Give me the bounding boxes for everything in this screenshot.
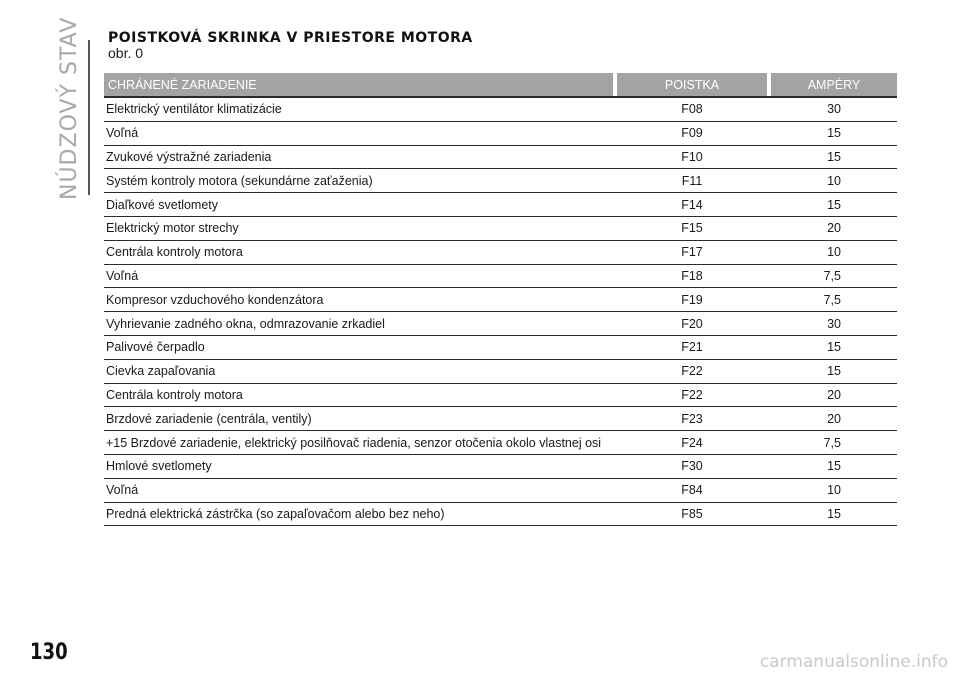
fuse-table	[104, 73, 897, 526]
figure-reference: obr. 0	[108, 45, 144, 61]
cell-device: +15 Brzdové zariadenie, elektrický posilňovač riadenia, senzor otočenia okolo vlastnej osi	[104, 431, 613, 455]
table-row	[104, 359, 897, 383]
cell-amperes: 10	[771, 478, 897, 502]
cell-fuse: F85	[617, 502, 767, 526]
cell-device: Brzdové zariadenie (centrála, ventily)	[104, 407, 613, 431]
cell-amperes: 20	[771, 383, 897, 407]
cell-fuse: F19	[617, 288, 767, 312]
header-fuse: POISTKA	[617, 73, 767, 97]
table-row	[104, 288, 897, 312]
cell-device: Hmlové svetlomety	[104, 454, 613, 478]
cell-amperes: 15	[771, 145, 897, 169]
cell-amperes: 15	[771, 502, 897, 526]
cell-device: Diaľkové svetlomety	[104, 193, 613, 217]
table-row	[104, 431, 897, 455]
table-row	[104, 383, 897, 407]
cell-amperes: 7,5	[771, 288, 897, 312]
cell-device: Voľná	[104, 121, 613, 145]
cell-device: Kompresor vzduchového kondenzátora	[104, 288, 613, 312]
cell-fuse: F15	[617, 216, 767, 240]
table-row	[104, 121, 897, 145]
watermark: carmanualsonline.info	[759, 652, 948, 672]
cell-amperes: 15	[771, 193, 897, 217]
cell-device: Predná elektrická zástrčka (so zapaľovačom alebo bez neho)	[104, 502, 613, 526]
table-row	[104, 97, 897, 121]
cell-fuse: F11	[617, 169, 767, 193]
cell-device: Elektrický ventilátor klimatizácie	[104, 97, 613, 121]
cell-fuse: F22	[617, 383, 767, 407]
cell-fuse: F23	[617, 407, 767, 431]
cell-device: Voľná	[104, 478, 613, 502]
cell-device: Palivové čerpadlo	[104, 335, 613, 359]
table-row	[104, 478, 897, 502]
cell-amperes: 15	[771, 454, 897, 478]
cell-amperes: 10	[771, 169, 897, 193]
cell-fuse: F17	[617, 240, 767, 264]
header-amperes: AMPÉRY	[771, 73, 897, 97]
table-row	[104, 145, 897, 169]
table-row	[104, 264, 897, 288]
table-row	[104, 312, 897, 336]
cell-amperes: 15	[771, 359, 897, 383]
cell-amperes: 30	[771, 312, 897, 336]
cell-device: Cievka zapaľovania	[104, 359, 613, 383]
table-row	[104, 240, 897, 264]
cell-amperes: 30	[771, 97, 897, 121]
cell-amperes: 20	[771, 407, 897, 431]
cell-amperes: 15	[771, 335, 897, 359]
cell-fuse: F30	[617, 454, 767, 478]
table-row	[104, 335, 897, 359]
page-number: 130	[30, 640, 68, 665]
cell-device: Centrála kontroly motora	[104, 240, 613, 264]
cell-device: Elektrický motor strechy	[104, 216, 613, 240]
cell-device: Centrála kontroly motora	[104, 383, 613, 407]
header-protected-device: CHRÁNENÉ ZARIADENIE	[104, 73, 613, 97]
cell-amperes: 7,5	[771, 264, 897, 288]
cell-fuse: F21	[617, 335, 767, 359]
table-row	[104, 193, 897, 217]
section-divider	[88, 40, 90, 195]
cell-fuse: F14	[617, 193, 767, 217]
table-body	[104, 97, 897, 526]
table-row	[104, 216, 897, 240]
cell-fuse: F20	[617, 312, 767, 336]
cell-device: Voľná	[104, 264, 613, 288]
table-row	[104, 454, 897, 478]
cell-amperes: 10	[771, 240, 897, 264]
cell-fuse: F84	[617, 478, 767, 502]
cell-fuse: F22	[617, 359, 767, 383]
cell-device: Vyhrievanie zadného okna, odmrazovanie zrkadiel	[104, 312, 613, 336]
cell-device: Zvukové výstražné zariadenia	[104, 145, 613, 169]
table-header-row	[104, 73, 897, 97]
cell-fuse: F24	[617, 431, 767, 455]
cell-device: Systém kontroly motora (sekundárne zaťaženia)	[104, 169, 613, 193]
cell-fuse: F09	[617, 121, 767, 145]
table-row	[104, 169, 897, 193]
cell-amperes: 20	[771, 216, 897, 240]
table-row	[104, 407, 897, 431]
table-row	[104, 502, 897, 526]
section-tab	[56, 16, 86, 200]
cell-fuse: F08	[617, 97, 767, 121]
cell-amperes: 15	[771, 121, 897, 145]
section-tab-label: NÚDZOVÝ STAV	[57, 16, 82, 200]
cell-fuse: F18	[617, 264, 767, 288]
cell-fuse: F10	[617, 145, 767, 169]
page-title: POISTKOVÁ SKRINKA V PRIESTORE MOTORA	[108, 30, 473, 46]
cell-amperes: 7,5	[771, 431, 897, 455]
